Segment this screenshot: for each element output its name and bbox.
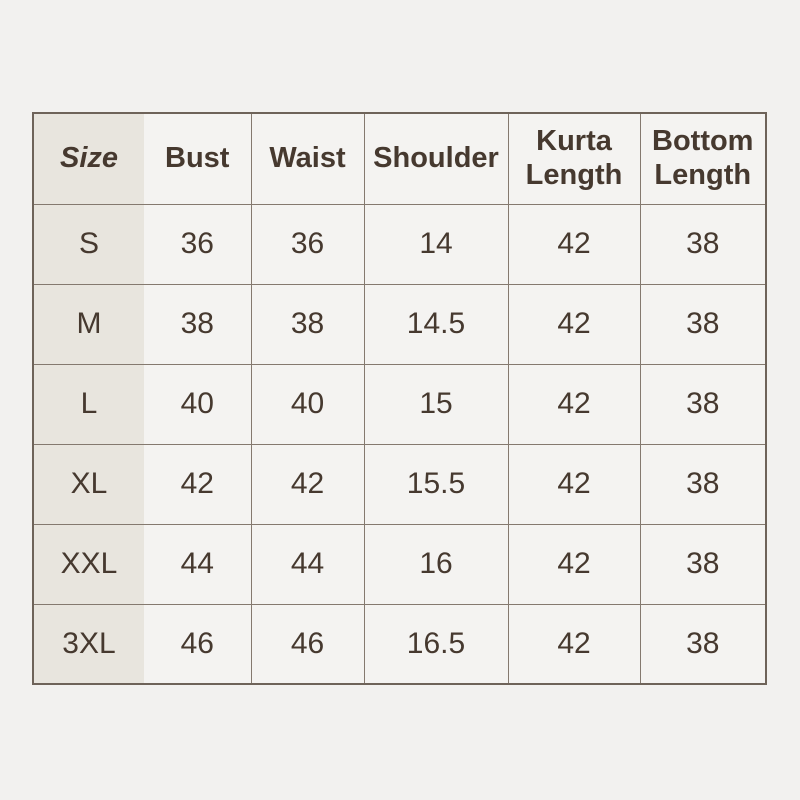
size-label-cell: M xyxy=(33,284,144,364)
header-cell-bust: Bust xyxy=(144,113,251,204)
measurement-cell: 38 xyxy=(640,604,766,684)
measurement-cell: 38 xyxy=(144,284,251,364)
measurement-cell: 46 xyxy=(251,604,364,684)
measurement-cell: 42 xyxy=(144,444,251,524)
measurement-cell: 38 xyxy=(640,524,766,604)
header-cell-shoulder: Shoulder xyxy=(364,113,508,204)
header-cell-waist: Waist xyxy=(251,113,364,204)
header-cell-size: Size xyxy=(33,113,144,204)
table-row xyxy=(33,284,766,364)
measurement-cell: 38 xyxy=(640,204,766,284)
table-row xyxy=(33,204,766,284)
measurement-cell: 42 xyxy=(508,204,640,284)
size-chart-container xyxy=(32,112,767,685)
measurement-cell: 16.5 xyxy=(364,604,508,684)
size-label-cell: XXL xyxy=(33,524,144,604)
measurement-cell: 14.5 xyxy=(364,284,508,364)
size-label-cell: XL xyxy=(33,444,144,524)
measurement-cell: 38 xyxy=(640,364,766,444)
measurement-cell: 42 xyxy=(508,284,640,364)
measurement-cell: 14 xyxy=(364,204,508,284)
measurement-cell: 42 xyxy=(251,444,364,524)
table-row xyxy=(33,604,766,684)
measurement-cell: 38 xyxy=(251,284,364,364)
measurement-cell: 40 xyxy=(251,364,364,444)
table-body xyxy=(33,204,766,684)
measurement-cell: 46 xyxy=(144,604,251,684)
measurement-cell: 38 xyxy=(640,444,766,524)
measurement-cell: 40 xyxy=(144,364,251,444)
measurement-cell: 42 xyxy=(508,364,640,444)
table-row xyxy=(33,364,766,444)
measurement-cell: 15.5 xyxy=(364,444,508,524)
measurement-cell: 42 xyxy=(508,444,640,524)
measurement-cell: 36 xyxy=(251,204,364,284)
table-header xyxy=(33,113,766,204)
measurement-cell: 44 xyxy=(144,524,251,604)
measurement-cell: 36 xyxy=(144,204,251,284)
measurement-cell: 16 xyxy=(364,524,508,604)
measurement-cell: 42 xyxy=(508,524,640,604)
size-label-cell: L xyxy=(33,364,144,444)
table-row xyxy=(33,524,766,604)
measurement-cell: 42 xyxy=(508,604,640,684)
header-row xyxy=(33,113,766,204)
measurement-cell: 44 xyxy=(251,524,364,604)
measurement-cell: 38 xyxy=(640,284,766,364)
measurement-cell: 15 xyxy=(364,364,508,444)
size-label-cell: 3XL xyxy=(33,604,144,684)
size-label-cell: S xyxy=(33,204,144,284)
header-cell-bottom-length: Bottom Length xyxy=(640,113,766,204)
header-cell-kurta-length: Kurta Length xyxy=(508,113,640,204)
table-row xyxy=(33,444,766,524)
size-chart-table xyxy=(32,112,767,685)
